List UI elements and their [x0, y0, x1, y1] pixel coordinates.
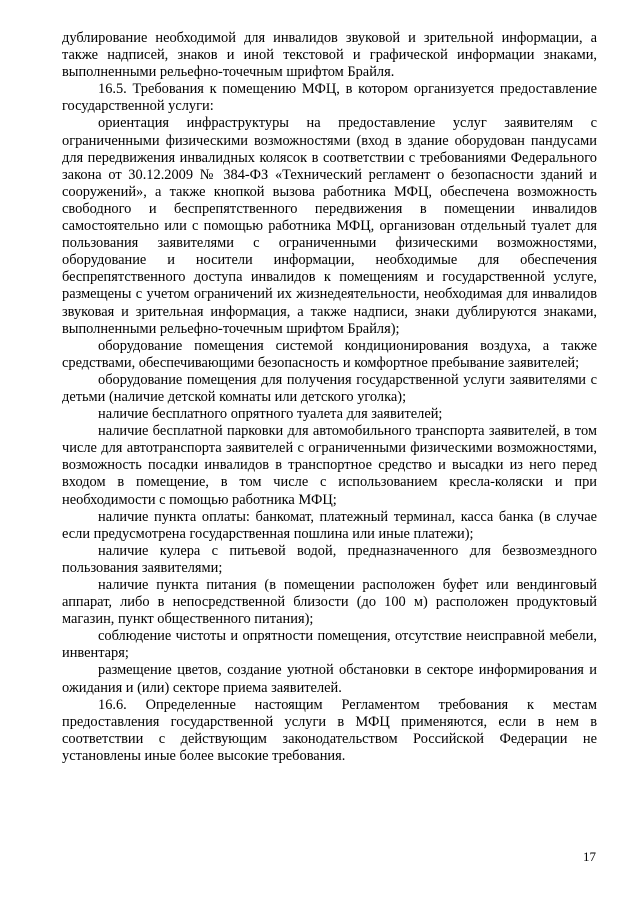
- paragraph-16-5-heading: 16.5. Требования к помещению МФЦ, в котором организуется предоставление государственной услуги:: [62, 81, 597, 115]
- page-number: 17: [583, 849, 596, 864]
- paragraph-free-parking: наличие бесплатной парковки для автомобильного транспорта заявителей, в том числе для автотранспорта заявителей с ограниченными физическими возможностями, возможность посадки инвалидов в транспортное средство и высадки из него перед входом в помещение, в том числе с использованием кресла-коляски и при необходимости с помощью работника МФЦ;: [62, 423, 597, 508]
- paragraph-payment-point: наличие пункта оплаты: банкомат, платежный терминал, касса банка (в случае если предусмотрена государственная пошлина или иные платежи);: [62, 508, 597, 542]
- paragraph-water-cooler: наличие кулера с питьевой водой, предназначенного для безвозмездного пользования заявителями;: [62, 542, 597, 576]
- document-body: [62, 30, 597, 765]
- paragraph-free-toilet: наличие бесплатного опрятного туалета для заявителей;: [98, 406, 443, 423]
- paragraph-cleanliness: соблюдение чистоты и опрятности помещения, отсутствие неисправной мебели, инвентаря;: [62, 628, 597, 662]
- paragraph-food-point: наличие пункта питания (в помещении расположен буфет или вендинговый аппарат, либо в непосредственной близости (до 100 м) расположен продуктовый магазин, пункт общественного питания);: [62, 577, 597, 628]
- paragraph-infrastructure-orientation: ориентация инфраструктуры на предоставление услуг заявителям с ограниченными физическими возможностями (вход в здание оборудован пандусами для передвижения инвалидных колясок в соответствии с требованиями Федерального закона от 30.12.2009 № 384-ФЗ «Технический регламент о безопасности зданий и сооружений», а также кнопкой вызова работника МФЦ, обеспечена возможность свободного и беспрепятственного передвижения в помещении инвалидов самостоятельно или с помощью работника МФЦ, организован отдельный туалет для пользования заявителями с ограниченными физическими возможностями, оборудование и носители информации, необходимые для обеспечения беспрепятственного доступа инвалидов к помещениям и государственной услуге, размещены с учетом ограничений их жизнедеятельности, необходимая для инвалидов звуковая и зрительная информация, а также надписи, знаки дублируются знаками, выполненными рельефно-точечным шрифтом Брайля);: [62, 115, 597, 337]
- paragraph-flowers-comfort: размещение цветов, создание уютной обстановки в секторе информирования и ожидания и (или) секторе приема заявителей.: [62, 662, 597, 696]
- paragraph-children-room: оборудование помещения для получения государственной услуги заявителями с детьми (наличие детской комнаты или детского уголка);: [62, 371, 597, 405]
- paragraph-air-conditioning: оборудование помещения системой кондиционирования воздуха, а также средствами, обеспечивающими безопасность и комфортное пребывание заявителей;: [62, 337, 597, 371]
- paragraph-16-6-requirements: 16.6. Определенные настоящим Регламентом требования к местам предоставления государственной услуги в МФЦ применяются, если в нем в соответствии с действующим законодательством Российской Федерации не установлены иные более высокие требования.: [62, 696, 597, 764]
- paragraph-braille-duplication: дублирование необходимой для инвалидов звуковой и зрительной информации, а также надписей, знаков и иной текстовой и графической информации знаками, выполненными рельефно-точечным шрифтом Брайля.: [62, 30, 597, 81]
